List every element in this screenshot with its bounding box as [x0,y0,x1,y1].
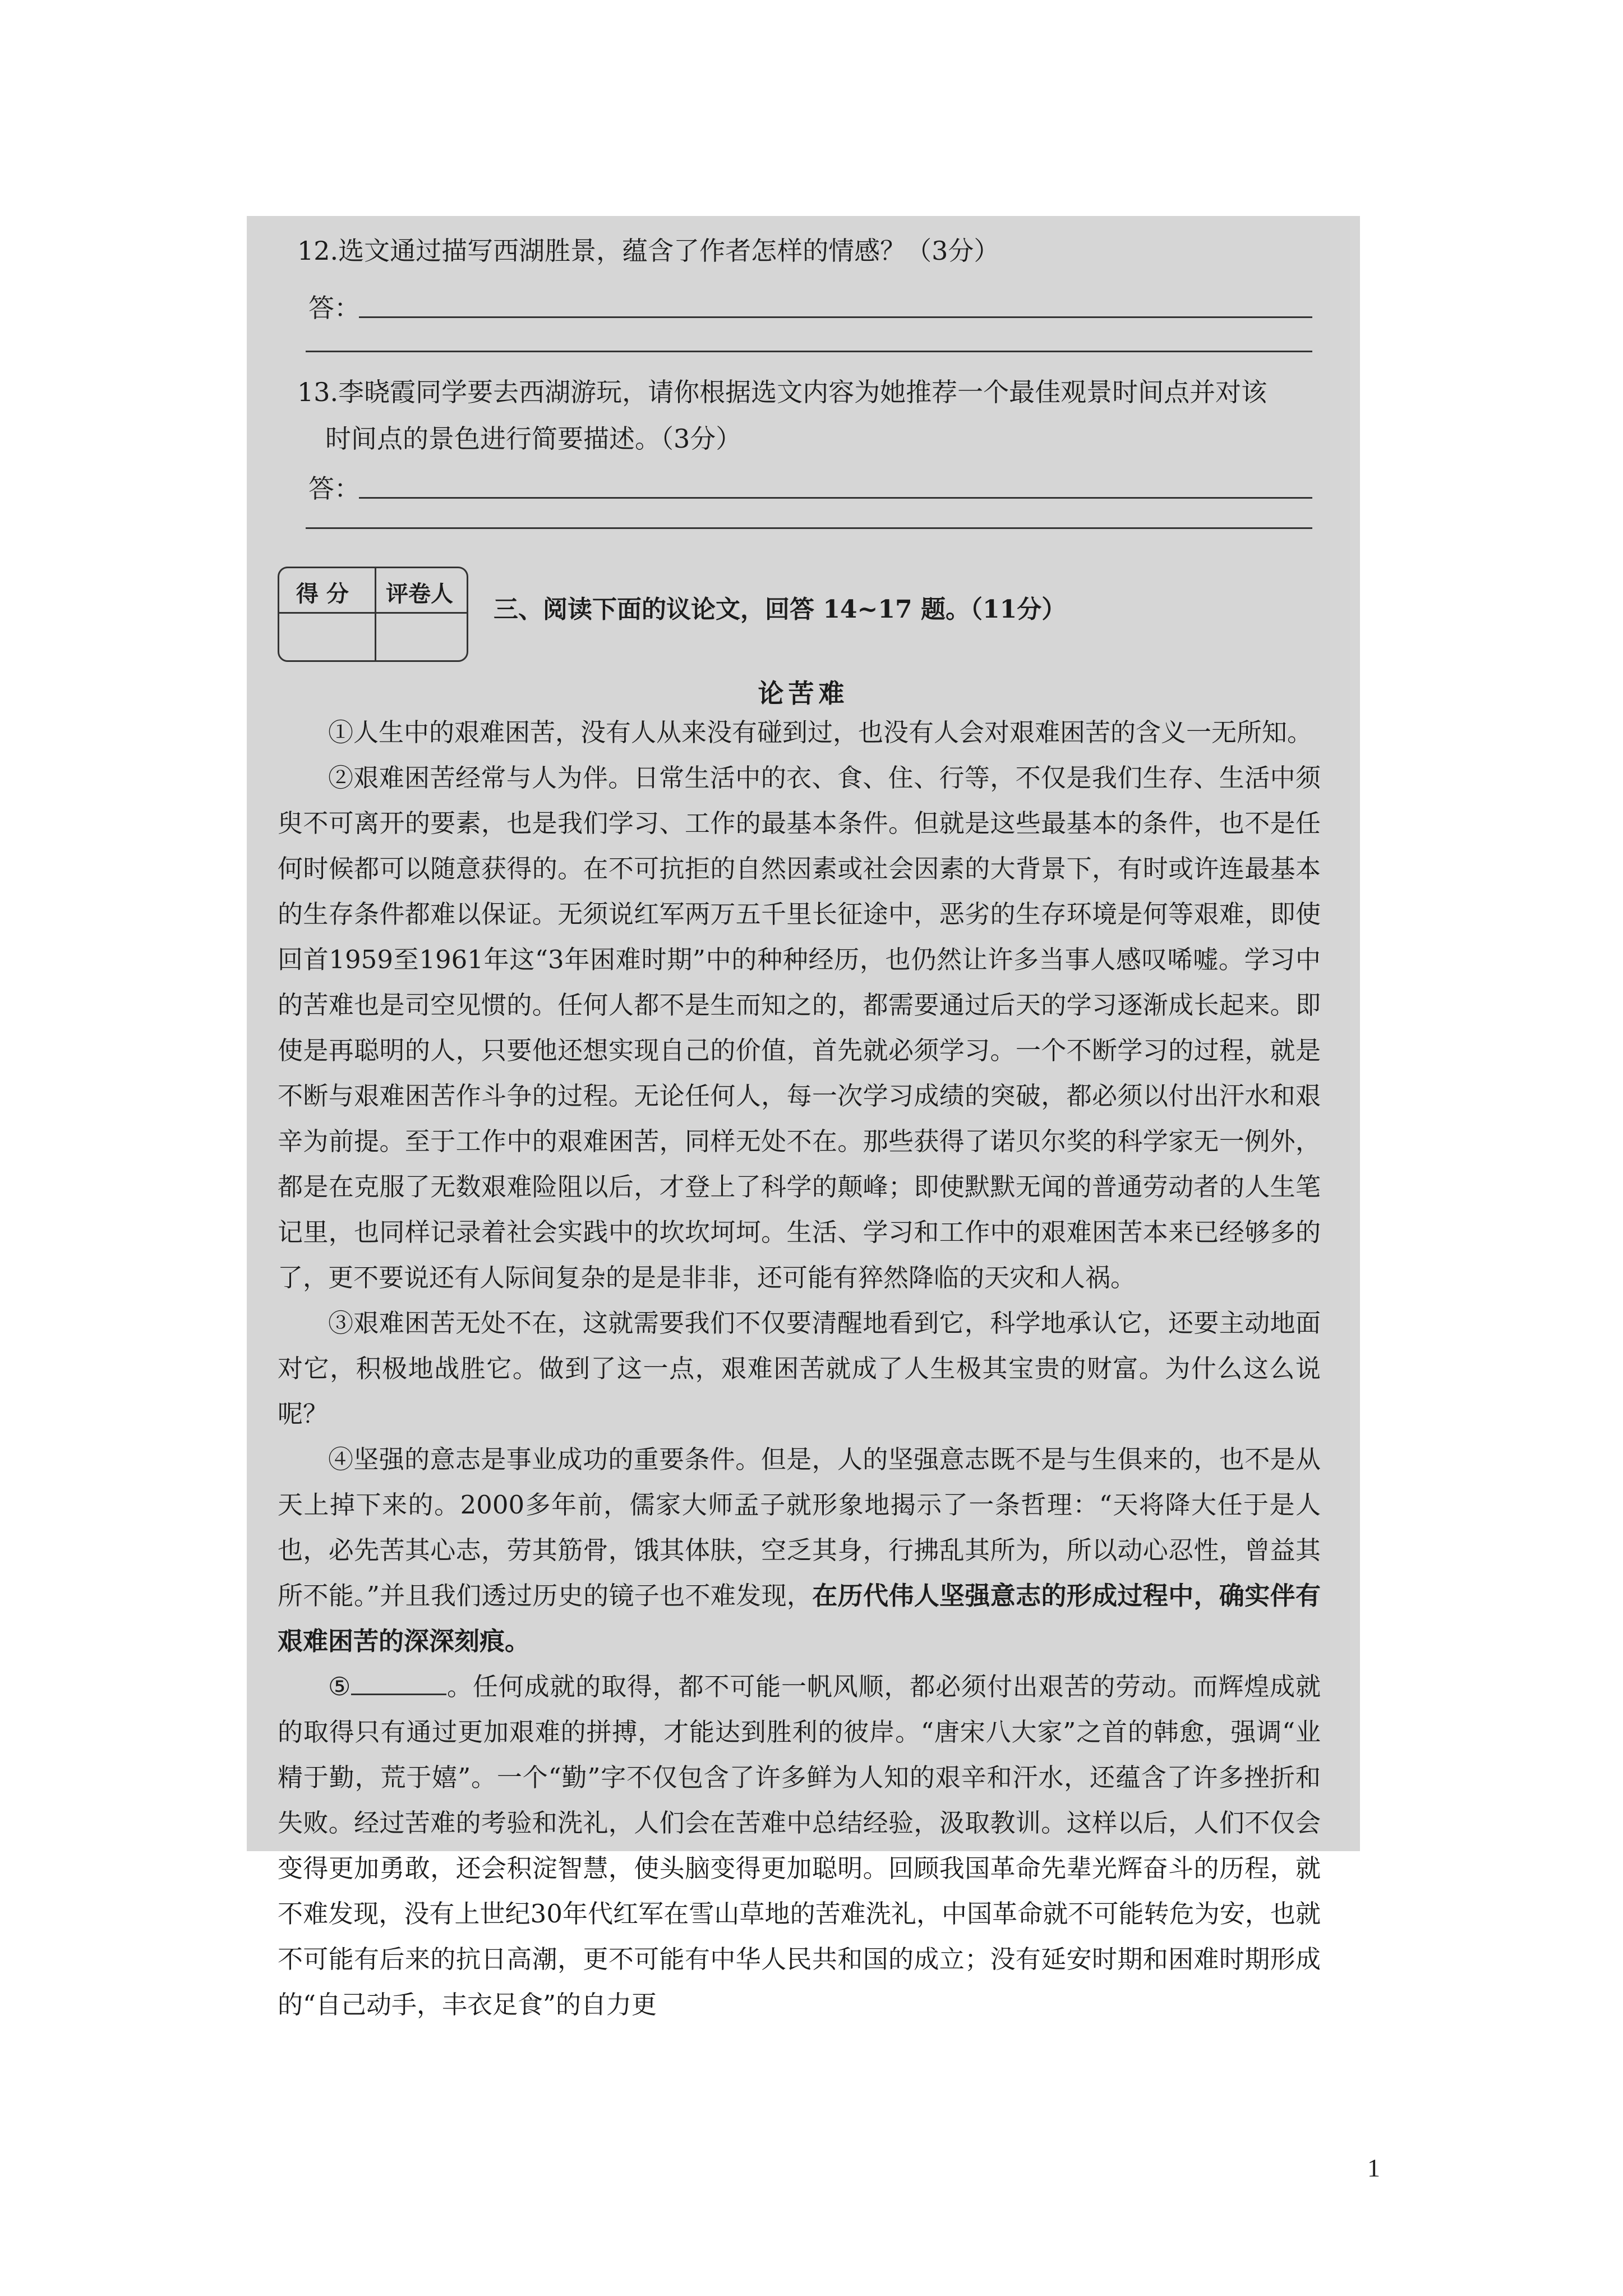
answer-line [359,316,1312,318]
scanned-exam-page [247,216,1360,2019]
essay-title: 论苦难 [758,678,849,708]
paragraph-4 [278,1437,1321,1664]
question-13-answer [308,468,1312,502]
question-12: 12.选文通过描写西湖胜景，蕴含了作者怎样的情感？（3分） [297,236,1000,266]
paragraph-2: ②艰难困苦经常与人为伴。日常生活中的衣、食、住、行等，不仅是我们生存、生活中须臾不可离开的要素，也是我们学习、工作的最基本条件。但就是这些最基本的条件，也不是任何时候都可以随意获得的。在不可抗拒的自然因素或社会因素的大背景下，有时或许连最基本的生存条件都难以保证。无须说红军两万五千里长征途中，恶劣的生存环境是何等艰难，即使回首1959至1961年这“3年困难时期”中的种种经历，也仍然让许多当事人感叹唏嘘。学习中的苦难也是司空见惯的。任何人都不是生而知之的，都需要通过后天的学习逐渐成长起来。即使是再聪明的人，只要他还想实现自己的价值，首先就必须学习。一个不断学习的过程，就是不断与艰难困苦作斗争的过程。无论任何人，每一次学习成绩的突破，都必须以付出汗水和艰辛为前提。至于工作中的艰难困苦，同样无处不在。那些获得了诺贝尔奖的科学家无一例外，都是在克服了无数艰难险阻以后，才登上了科学的颠峰；即使默默无闻的普通劳动者的人生笔记里，也同样记录着社会实践中的坎坎坷坷。生活、学习和工作中的艰难困苦本来已经够多的了，更不要说还有人际间复杂的是是非非，还可能有猝然降临的天灾和人祸。 [278,763,1321,1292]
fill-in-blank[interactable] [351,1671,446,1695]
score-box [278,567,468,662]
score-label: 得 分 [296,581,349,607]
paragraph-5-number: ⑤ [328,1672,352,1701]
answer-line [306,351,1312,352]
essay-body [278,710,1321,2027]
question-13-line-1: 13.李晓霞同学要去西湖游玩，请你根据选文内容为她推荐一个最佳观景时间点并对该 [297,377,1267,407]
grader-label: 评卷人 [386,581,453,607]
paragraph-1: ①人生中的艰难困苦，没有人从来没有碰到过，也没有人会对艰难困苦的含义一无所知。 [328,717,1313,747]
answer-line [359,497,1312,499]
paragraph-4-emphasis: 在历代伟人坚强意志的形成过程中，确实伴有艰难困苦的深深刻痕。 [278,1581,1321,1656]
paragraph-4-text: ④坚强的意志是事业成功的重要条件。但是，人的坚强意志既不是与生俱来的，也不是从天上掉下来的。2000多年前，儒家大师孟子就形象地揭示了一条哲理：“天将降大任于是人也，必先苦其心志，劳其筋骨，饿其体肤，空乏其身，行拂乱其所为，所以动心忍性，曾益其所不能。”并且我们透过历史的镜子也不难发现， [278,1444,1321,1611]
paragraph-3: ③艰难困苦无处不在，这就需要我们不仅要清醒地看到它，科学地承认它，还要主动地面对它，积极地战胜它。做到了这一点，艰难困苦就成了人生极其宝贵的财富。为什么这么说呢？ [278,1308,1321,1429]
question-13-line-2: 时间点的景色进行简要描述。（3分） [325,424,742,454]
question-12-answer [308,288,1312,321]
section-heading: 三、阅读下面的议论文，回答 14~17 题。（11分） [494,595,1067,624]
page-number: 1 [1367,2154,1380,2182]
answer-label: 答： [308,473,360,504]
answer-label: 答： [308,293,360,323]
paragraph-5-text: 。任何成就的取得，都不可能一帆风顺，都必须付出艰苦的劳动。而辉煌成就的取得只有通过更加艰难的拼搏，才能达到胜利的彼岸。“唐宋八大家”之首的韩愈，强调“业精于勤，荒于嬉”。一个“勤”字不仅包含了许多鲜为人知的艰辛和汗水，还蕴含了许多挫折和失败。经过苦难的考验和洗礼，人们会在苦难中总结经验，汲取教训。这样以后，人们不仅会变得更加勇敢，还会积淀智慧，使头脑变得更加聪明。回顾我国革命先辈光辉奋斗的历程，就不难发现，没有上世纪30年代红军在雪山草地的苦难洗礼，中国革命就不可能转危为安，也就不可能有后来的抗日高潮，更不可能有中华人民共和国的成立；没有延安时期和困难时期形成的“自己动手，丰衣足食”的自力更 [278,1672,1321,2019]
paragraph-5 [278,1664,1321,2027]
answer-line [306,527,1312,529]
